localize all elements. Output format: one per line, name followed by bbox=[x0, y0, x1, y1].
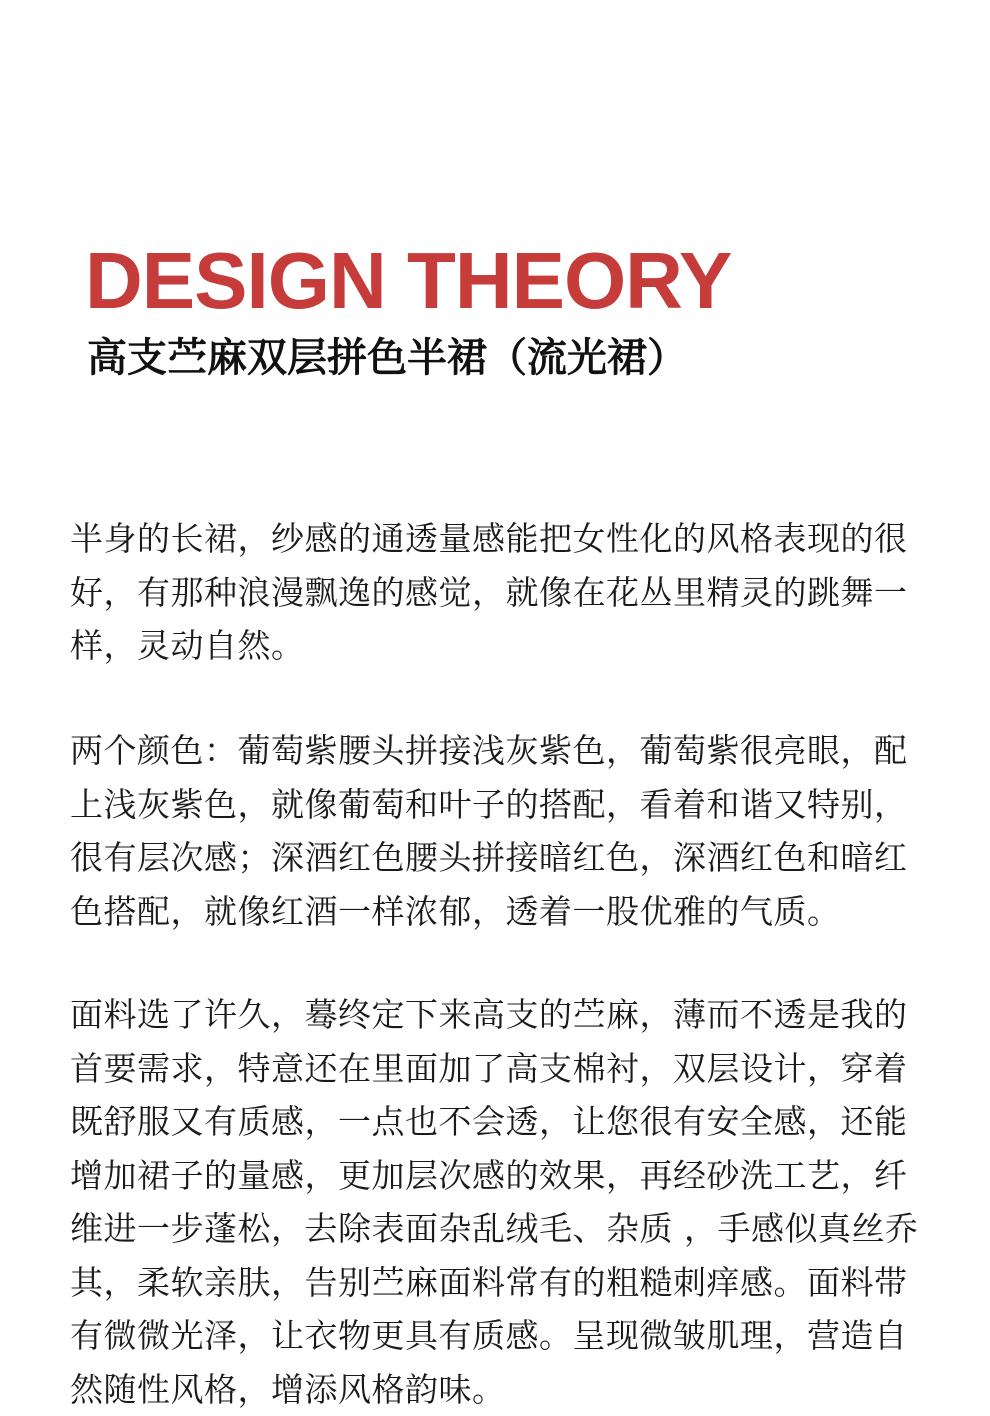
paragraph-color-description: 两个颜色：葡萄紫腰头拼接浅灰紫色，葡萄紫很亮眼，配上浅灰紫色，就像葡萄和叶子的搭配，看着和谐又特别，很有层次感；深酒红色腰头拼接暗红色，深酒红色和暗红色搭配，就像红酒一样浓郁，透着一股优雅的气质。 bbox=[70, 731, 908, 931]
title-english: DESIGN THEORY bbox=[85, 236, 732, 325]
paragraph-fabric-description: 面料选了许久，蓦终定下来高支的苎麻，薄而不透是我的首要需求，特意还在里面加了高支棉衬，双层设计，穿着既舒服又有质感，一点也不会透，让您很有安全感，还能增加裙子的量感，更加层次感的效果，再经砂洗工艺，纤维进一步蓬松，去除表面杂乱绒毛、杂质 ，手感似真丝乔其，柔软亲肤，告别苎麻面料常有的粗糙刺痒感。面料带有微微光泽，让衣物更具有质感。呈现微皱肌理，营造自然随性风格，增添风格韵味。 bbox=[70, 995, 919, 1409]
title-chinese: 高支苎麻双层拼色半裙（流光裙） bbox=[87, 335, 687, 381]
paragraph-style-description: 半身的长裙，纱感的通透量感能把女性化的风格表现的很好，有那种浪漫飘逸的感觉，就像在花丛里精灵的跳舞一样，灵动自然。 bbox=[70, 519, 908, 665]
